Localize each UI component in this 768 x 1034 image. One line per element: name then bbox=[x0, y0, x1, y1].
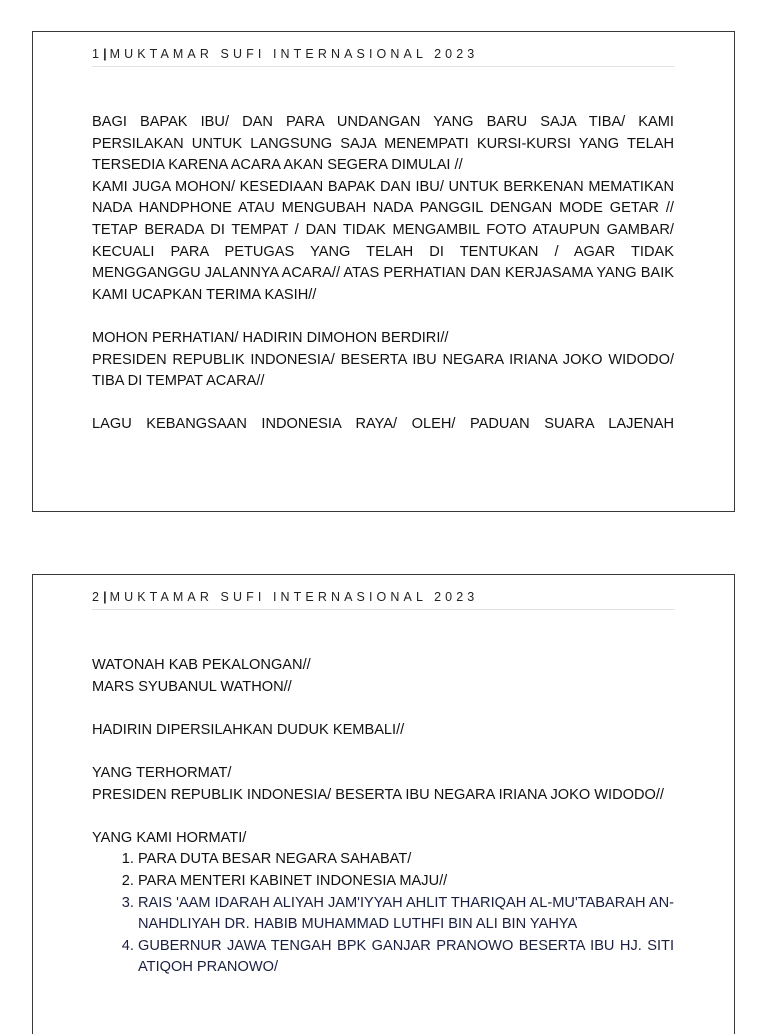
page-content bbox=[92, 112, 674, 436]
paragraph: YANG KAMI HORMATI/ bbox=[92, 829, 247, 846]
page-header bbox=[92, 47, 675, 67]
page-number: 2 bbox=[92, 590, 104, 604]
paragraph: PRESIDEN REPUBLIK INDONESIA/ BESERTA IBU NEGARA IRIANA JOKO WIDODO// bbox=[92, 786, 664, 803]
paragraph: MOHON PERHATIAN/ HADIRIN DIMOHON BERDIRI// bbox=[92, 329, 449, 346]
page-header bbox=[92, 590, 675, 610]
paragraph: YANG TERHORMAT/ bbox=[92, 764, 232, 781]
list-item: 4. GUBERNUR JAWA TENGAH BPK GANJAR PRANOWO BESERTA IBU HJ. SITI ATIQOH PRANOWO/ bbox=[138, 936, 674, 979]
page-content bbox=[92, 655, 674, 979]
paragraph: LAGU KEBANGSAAN INDONESIA RAYA/ OLEH/ PADUAN SUARA LAJENAH bbox=[92, 416, 674, 433]
header-separator: | bbox=[103, 590, 110, 604]
list-item: 2. PARA MENTERI KABINET INDONESIA MAJU// bbox=[138, 871, 674, 893]
paragraph: WATONAH KAB PEKALONGAN// bbox=[92, 657, 311, 673]
header-separator: | bbox=[103, 47, 110, 61]
honoree-list bbox=[92, 849, 674, 979]
header-title: MUKTAMAR SUFI INTERNASIONAL 2023 bbox=[109, 47, 479, 61]
paragraph: BAGI BAPAK IBU/ DAN PARA UNDANGAN YANG BARU SAJA TIBA/ KAMI PERSILAKAN UNTUK LANGSUNG SAJA MENEMPATI KURSI-KURSI YANG TELAH TERSEDIA KARENA ACARA AKAN SEGERA DIMULAI // bbox=[92, 114, 674, 174]
page-number: 1 bbox=[92, 47, 104, 61]
list-item: 3. RAIS 'AAM IDARAH ALIYAH JAM'IYYAH AHLIT THARIQAH AL-MU'TABARAH AN-NAHDLIYAH DR. HABIB MUHAMMAD LUTHFI BIN ALI BIN YAHYA bbox=[138, 893, 674, 936]
paragraph: HADIRIN DIPERSILAHKAN DUDUK KEMBALI// bbox=[92, 721, 405, 738]
document-page-1 bbox=[32, 31, 735, 512]
paragraph: KAMI JUGA MOHON/ KESEDIAAN BAPAK DAN IBU/ UNTUK BERKENAN MEMATIKAN NADA HANDPHONE ATAU MENGUBAH NADA PANGGIL DENGAN MODE GETAR // TETAP BERADA DI TEMPAT / DAN TIDAK MENGAMBIL FOTO ATAUPUN GAMBAR/ KECUALI PARA PETUGAS YANG TELAH DI TENTUKAN / AGAR TIDAK MENGGANGGU JALANNYA ACARA// ATAS PERHATIAN DAN KERJASAMA YANG BAIK KAMI UCAPKAN TERIMA KASIH// bbox=[92, 178, 674, 303]
list-item: 1. PARA DUTA BESAR NEGARA SAHABAT/ bbox=[138, 849, 674, 871]
document-page-2 bbox=[32, 574, 735, 1034]
paragraph: MARS SYUBANUL WATHON// bbox=[92, 678, 292, 695]
header-title: MUKTAMAR SUFI INTERNASIONAL 2023 bbox=[109, 590, 479, 604]
paragraph: PRESIDEN REPUBLIK INDONESIA/ BESERTA IBU NEGARA IRIANA JOKO WIDODO/ TIBA DI TEMPAT ACARA// bbox=[92, 351, 674, 390]
